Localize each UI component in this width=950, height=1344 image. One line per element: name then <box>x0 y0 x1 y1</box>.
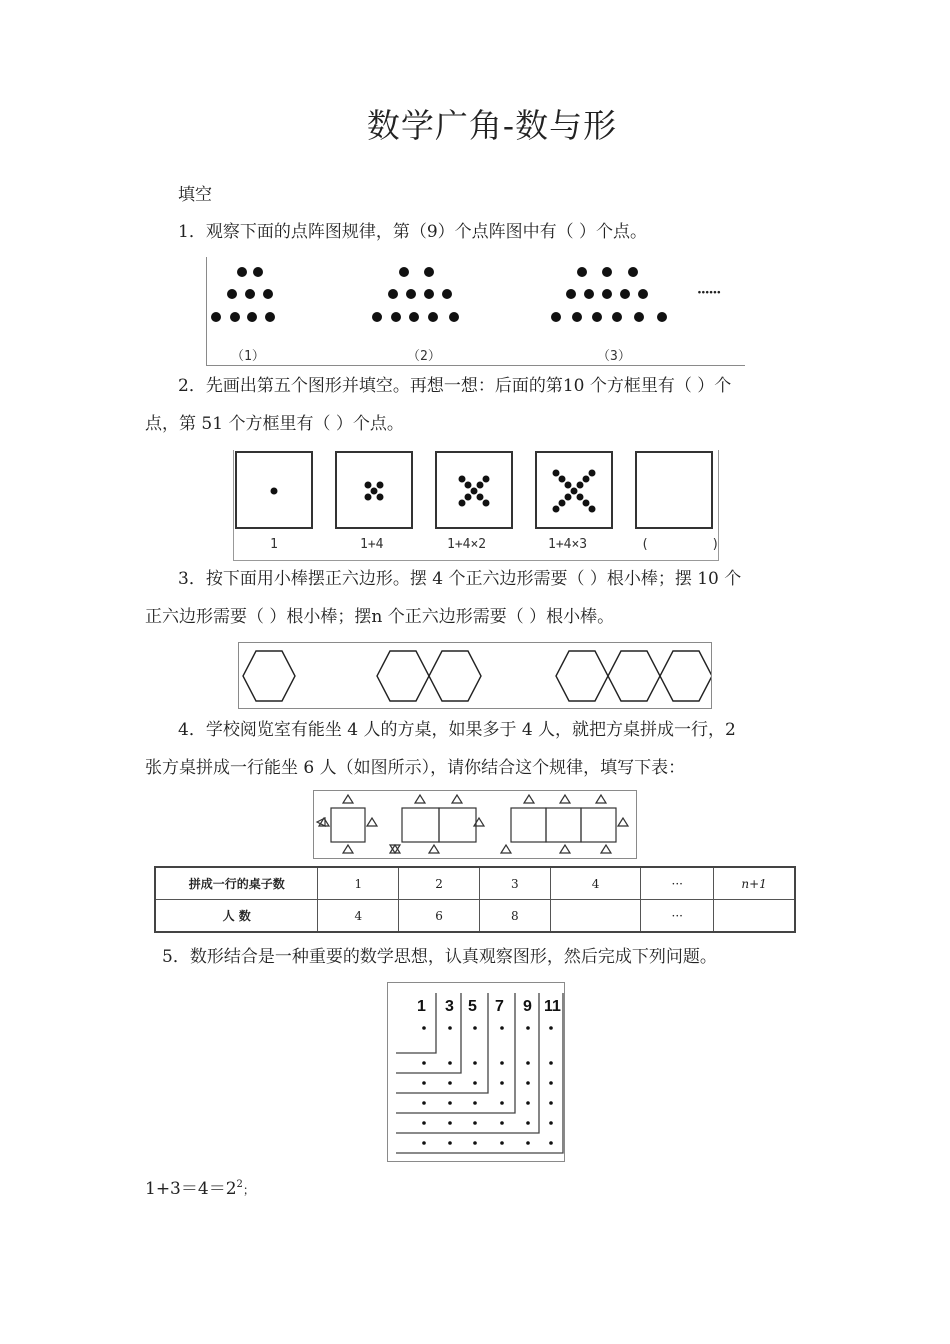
box-caption: 1+4×2 <box>447 537 487 552</box>
page-title: 数学广角-数与形 <box>366 106 618 145</box>
dot-triangles-svg <box>207 257 745 365</box>
table-cell: ··· <box>641 867 714 900</box>
box-caption: 1+4 <box>360 537 384 552</box>
table-cell: 拼成一行的桌子数 <box>155 867 318 900</box>
seating-table <box>154 866 796 933</box>
table-row <box>155 867 795 900</box>
question-2-line-1: 2．先画出第五个图形并填空。再想一想：后面的第10 个方框里有（ ）个 <box>178 376 732 396</box>
box-caption: 1+4×3 <box>548 537 588 552</box>
table-cell: 2 <box>399 867 480 900</box>
figure-caption: （3） <box>597 349 631 364</box>
equation-exponent: 2 <box>236 1179 243 1190</box>
question-3-line-2: 正六边形需要（ ）根小棒；摆n 个正六边形需要（ ）根小棒。 <box>145 607 615 627</box>
table-cell: 6 <box>399 900 480 933</box>
empty-box <box>635 451 713 529</box>
question-2-box-figure <box>233 450 719 561</box>
table-cell: 4 <box>318 900 399 933</box>
dot-box <box>535 451 613 529</box>
question-5-square-figure <box>387 982 565 1162</box>
tables-svg <box>314 791 636 858</box>
dot-box <box>335 451 413 529</box>
figure-caption: （2） <box>407 349 441 364</box>
table-cell: 人 数 <box>155 900 318 933</box>
table-cell[interactable] <box>714 900 795 933</box>
dot-box <box>435 451 513 529</box>
table-cell: 3 <box>479 867 550 900</box>
dot-box <box>235 451 313 529</box>
question-1-text: 1．观察下面的点阵图规律，第（9）个点阵图中有（ ）个点。 <box>178 222 648 242</box>
table-row <box>155 900 795 933</box>
column-label: 11 <box>544 998 561 1015</box>
table-cell[interactable] <box>550 900 641 933</box>
column-label: 9 <box>523 998 532 1015</box>
question-5-text: 5．数形结合是一种重要的数学思想，认真观察图形，然后完成下列问题。 <box>162 947 717 967</box>
column-label: 7 <box>495 998 504 1015</box>
table-cell: 8 <box>479 900 550 933</box>
column-label: 1 <box>417 998 426 1015</box>
question-4-line-2: 张方桌拼成一行能坐 6 人（如图所示），请你结合这个规律，填写下表： <box>145 758 686 778</box>
question-4-line-1: 4．学校阅览室有能坐 4 人的方桌，如果多于 4 人，就把方桌拼成一行，2 <box>178 720 736 740</box>
question-3-hexagon-figure <box>238 642 712 709</box>
box-caption: ( ) <box>641 537 720 552</box>
equation-line <box>145 1170 255 1209</box>
ellipsis: ······ <box>697 285 721 301</box>
equation-end: ； <box>242 1183 255 1197</box>
column-label: 5 <box>468 998 477 1015</box>
section-heading: 填空 <box>178 185 212 205</box>
box-caption: 1 <box>270 537 278 552</box>
question-3-line-1: 3．按下面用小棒摆正六边形。摆 4 个正六边形需要（ ）根小棒；摆 10 个 <box>178 569 742 589</box>
table-cell: n+1 <box>714 867 795 900</box>
question-2-line-2: 点，第 51 个方框里有（ ）个点。 <box>145 414 404 434</box>
figure-caption: （1） <box>231 349 265 364</box>
column-label: 3 <box>445 998 454 1015</box>
odd-sum-square-svg <box>388 983 564 1161</box>
equation-base: 1+3＝4＝2 <box>145 1179 237 1199</box>
question-1-dot-figure <box>206 257 745 366</box>
question-4-table-figure <box>313 790 637 859</box>
table-cell: 4 <box>550 867 641 900</box>
table-cell: ··· <box>641 900 714 933</box>
table-cell: 1 <box>318 867 399 900</box>
hexagons-svg <box>239 643 711 708</box>
